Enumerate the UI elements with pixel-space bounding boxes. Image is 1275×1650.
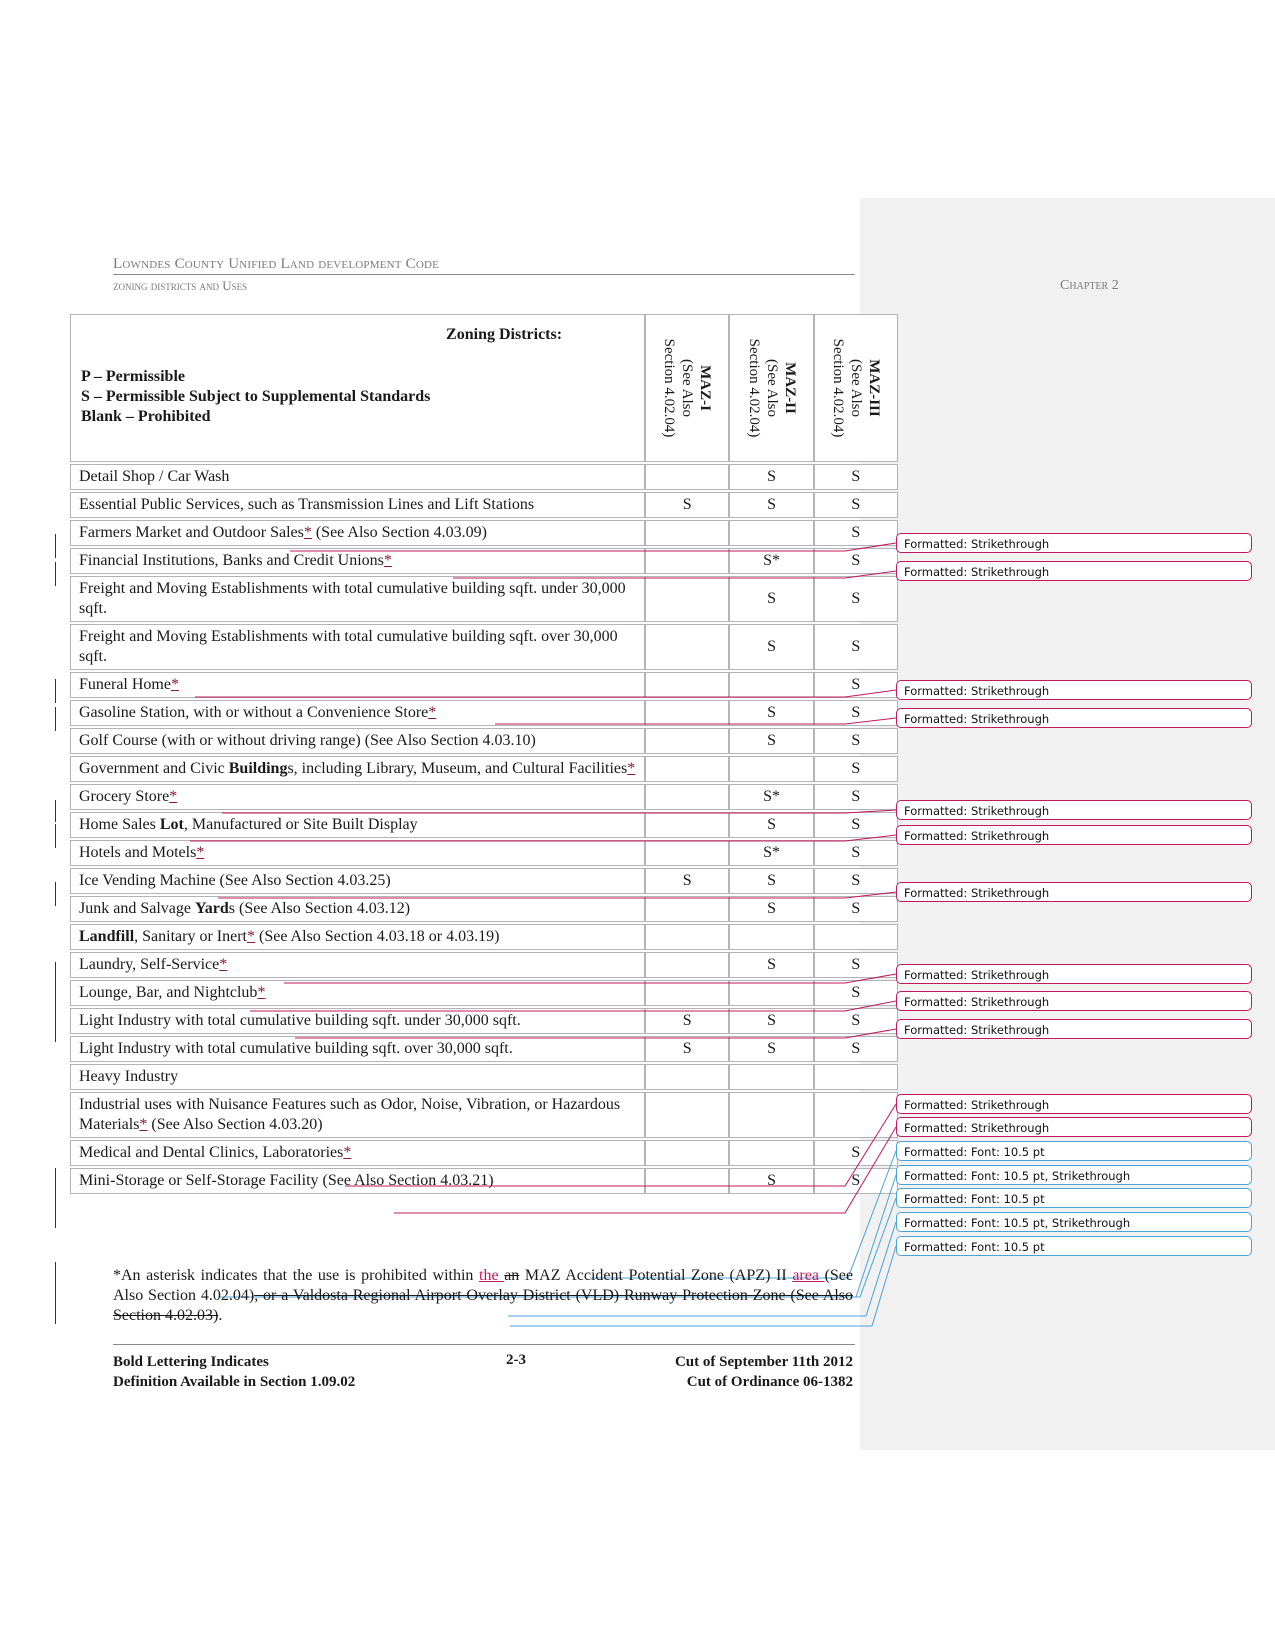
district-cell-c2 bbox=[729, 1064, 813, 1090]
use-text: , Manufactured or Site Built Display bbox=[183, 816, 418, 833]
district-cell-c3: S bbox=[814, 492, 898, 518]
use-text: Farmers Market and Outdoor Sales bbox=[79, 524, 304, 541]
district-cell-c2 bbox=[729, 520, 813, 546]
table-row bbox=[70, 784, 898, 810]
use-cell bbox=[70, 700, 645, 726]
format-balloon[interactable]: Formatted: Font: 10.5 pt bbox=[896, 1141, 1252, 1161]
format-balloon[interactable]: Formatted: Strikethrough bbox=[896, 882, 1252, 902]
table-row bbox=[70, 464, 898, 490]
district-cell-c1 bbox=[645, 1168, 729, 1194]
district-cell-c3: S bbox=[814, 868, 898, 894]
district-cell-c3: S bbox=[814, 1008, 898, 1034]
district-cell-c3 bbox=[814, 924, 898, 950]
table-row bbox=[70, 728, 898, 754]
table-row bbox=[70, 520, 898, 546]
change-bar bbox=[55, 679, 56, 703]
use-text: Medical and Dental Clinics, Laboratories bbox=[79, 1144, 344, 1161]
footer-left: Bold Lettering Indicates Definition Available in Section 1.09.02 bbox=[113, 1354, 356, 1390]
use-text: Lot bbox=[159, 816, 184, 833]
table-row bbox=[70, 700, 898, 726]
district-cell-c3: S bbox=[814, 624, 898, 670]
use-text: Essential Public Services, such as Transmission Lines and Lift Stations bbox=[79, 496, 535, 513]
district-cell-c3: S bbox=[814, 728, 898, 754]
use-text: Heavy Industry bbox=[79, 1068, 179, 1085]
legend-blank: Blank – Prohibited bbox=[81, 408, 211, 425]
change-bar bbox=[55, 1262, 56, 1324]
change-bar bbox=[55, 562, 56, 586]
district-cell-c1 bbox=[645, 624, 729, 670]
district-cell-c2: S bbox=[729, 868, 813, 894]
format-balloon[interactable]: Formatted: Strikethrough bbox=[896, 561, 1252, 581]
use-text: Home Sales bbox=[79, 816, 160, 833]
district-cell-c1 bbox=[645, 924, 729, 950]
header-subtitle: zoning districts and Uses bbox=[113, 278, 248, 293]
use-text: Golf Course (with or without driving range) (See Also Section 4.03.10) bbox=[79, 732, 536, 749]
district-cell-c2: S bbox=[729, 1008, 813, 1034]
district-cell-c3 bbox=[814, 1092, 898, 1138]
table-row bbox=[70, 756, 898, 782]
use-text: Gasoline Station, with or without a Convenience Store bbox=[79, 704, 429, 721]
district-cell-c2 bbox=[729, 1140, 813, 1166]
markup-pane bbox=[860, 198, 1275, 1450]
use-cell bbox=[70, 1008, 645, 1034]
format-balloon[interactable]: Formatted: Strikethrough bbox=[896, 825, 1252, 845]
district-cell-c3: S bbox=[814, 1140, 898, 1166]
district-cell-c3: S bbox=[814, 1168, 898, 1194]
table-row bbox=[70, 952, 898, 978]
asterisk-mark: * bbox=[169, 788, 178, 805]
use-cell bbox=[70, 756, 645, 782]
table-row bbox=[70, 492, 898, 518]
use-cell bbox=[70, 1036, 645, 1062]
asterisk-mark: * bbox=[383, 552, 392, 569]
use-text: s, including Library, Museum, and Cultural Facilities bbox=[287, 760, 628, 777]
format-balloon[interactable]: Formatted: Strikethrough bbox=[896, 800, 1252, 820]
district-cell-c2: S* bbox=[729, 840, 813, 866]
use-text: Financial Institutions, Banks and Credit Unions bbox=[79, 552, 384, 569]
district-cell-c1: S bbox=[645, 1036, 729, 1062]
district-cell-c3: S bbox=[814, 576, 898, 622]
use-cell bbox=[70, 672, 645, 698]
district-cell-c3: S bbox=[814, 812, 898, 838]
district-cell-c1 bbox=[645, 980, 729, 1006]
district-cell-c1 bbox=[645, 464, 729, 490]
asterisk-mark: * bbox=[219, 956, 228, 973]
district-cell-c2: S* bbox=[729, 784, 813, 810]
use-text: (See Also Section 4.03.18 or 4.03.19) bbox=[255, 928, 500, 945]
district-cell-c3: S bbox=[814, 520, 898, 546]
use-cell bbox=[70, 576, 645, 622]
use-text: Freight and Moving Establishments with total cumulative building sqft. over 30,000 sqft. bbox=[79, 628, 618, 665]
table-row bbox=[70, 812, 898, 838]
use-cell bbox=[70, 896, 645, 922]
district-cell-c2: S bbox=[729, 1036, 813, 1062]
table-row bbox=[70, 840, 898, 866]
table-row bbox=[70, 624, 898, 670]
district-cell-c2 bbox=[729, 756, 813, 782]
asterisk-mark: * bbox=[257, 984, 266, 1001]
format-balloon[interactable]: Formatted: Strikethrough bbox=[896, 964, 1252, 984]
district-cell-c1 bbox=[645, 896, 729, 922]
asterisk-mark: * bbox=[247, 928, 255, 945]
district-cell-c2: S bbox=[729, 624, 813, 670]
district-cell-c2: S bbox=[729, 728, 813, 754]
format-balloon[interactable]: Formatted: Font: 10.5 pt, Strikethrough bbox=[896, 1212, 1252, 1232]
district-cell-c2 bbox=[729, 924, 813, 950]
use-text: Light Industry with total cumulative building sqft. under 30,000 sqft. bbox=[79, 1012, 521, 1029]
district-cell-c3: S bbox=[814, 784, 898, 810]
asterisk-mark: * bbox=[627, 760, 636, 777]
use-text: Funeral Home bbox=[79, 676, 171, 693]
use-cell bbox=[70, 952, 645, 978]
format-balloon[interactable]: Formatted: Strikethrough bbox=[896, 1094, 1252, 1114]
use-cell bbox=[70, 548, 645, 574]
table-row bbox=[70, 548, 898, 574]
district-cell-c2: S bbox=[729, 896, 813, 922]
asterisk-mark: * bbox=[170, 676, 179, 693]
format-balloon[interactable]: Formatted: Strikethrough bbox=[896, 708, 1252, 728]
change-bar bbox=[55, 882, 56, 906]
district-cell-c3: S bbox=[814, 756, 898, 782]
table-row bbox=[70, 1168, 898, 1194]
use-text: Laundry, Self-Service bbox=[79, 956, 220, 973]
use-text: Junk and Salvage bbox=[79, 900, 195, 917]
asterisk-mark: * bbox=[343, 1144, 352, 1161]
use-text: Hotels and Motels bbox=[79, 844, 197, 861]
use-cell bbox=[70, 1092, 645, 1138]
column-header-maz-2: MAZ-II (See Also Section 4.02.04) bbox=[729, 314, 813, 462]
district-cell-c2: S bbox=[729, 492, 813, 518]
header-rule bbox=[113, 274, 855, 275]
footer-page-number: 2-3 bbox=[506, 1352, 526, 1368]
table-row bbox=[70, 1064, 898, 1090]
use-cell bbox=[70, 1168, 645, 1194]
format-balloon[interactable]: Formatted: Strikethrough bbox=[896, 1117, 1252, 1137]
table-row bbox=[70, 980, 898, 1006]
district-cell-c2: S bbox=[729, 1168, 813, 1194]
asterisk-mark: * bbox=[303, 524, 312, 541]
district-cell-c2 bbox=[729, 980, 813, 1006]
table-row bbox=[70, 1008, 898, 1034]
table-row bbox=[70, 672, 898, 698]
district-cell-c3: S bbox=[814, 672, 898, 698]
district-cell-c1 bbox=[645, 784, 729, 810]
legend-title: Zoning Districts: bbox=[446, 326, 563, 343]
use-text: Grocery Store bbox=[79, 788, 170, 805]
change-bar bbox=[55, 707, 56, 731]
district-cell-c2: S bbox=[729, 812, 813, 838]
district-cell-c3: S bbox=[814, 548, 898, 574]
use-text: s (See Also Section 4.03.12) bbox=[228, 900, 411, 917]
table-row bbox=[70, 576, 898, 622]
district-cell-c2 bbox=[729, 672, 813, 698]
use-cell bbox=[70, 840, 645, 866]
format-balloon[interactable]: Formatted: Font: 10.5 pt, Strikethrough bbox=[896, 1165, 1252, 1185]
district-cell-c1 bbox=[645, 700, 729, 726]
use-cell bbox=[70, 924, 645, 950]
district-cell-c3: S bbox=[814, 464, 898, 490]
change-bar bbox=[55, 800, 56, 822]
use-cell bbox=[70, 1064, 645, 1090]
district-cell-c1 bbox=[645, 520, 729, 546]
format-balloon[interactable]: Formatted: Strikethrough bbox=[896, 1019, 1252, 1039]
table-row bbox=[70, 1036, 898, 1062]
footer-rule bbox=[113, 1344, 855, 1345]
use-text: Industrial uses with Nuisance Features such as Odor, Noise, Vibration, or Hazardous Materials bbox=[79, 1096, 621, 1133]
use-cell bbox=[70, 492, 645, 518]
use-cell bbox=[70, 980, 645, 1006]
district-cell-c3: S bbox=[814, 840, 898, 866]
district-cell-c1 bbox=[645, 728, 729, 754]
use-text: Detail Shop / Car Wash bbox=[79, 468, 230, 485]
use-text: Lounge, Bar, and Nightclub bbox=[79, 984, 258, 1001]
district-cell-c1 bbox=[645, 548, 729, 574]
use-cell bbox=[70, 520, 645, 546]
district-cell-c1 bbox=[645, 576, 729, 622]
asterisk-note: *An asterisk indicates that the use is prohibited within the an MAZ Accident Potential Zone (APZ) II area (See Also Section 4.02.04), or a Valdosta Regional Airport Overlay District (VLD) Runway Protection Zone (See Also Section 4.02.03). bbox=[113, 1267, 853, 1324]
use-cell bbox=[70, 728, 645, 754]
district-cell-c3: S bbox=[814, 980, 898, 1006]
format-balloon[interactable]: Formatted: Strikethrough bbox=[896, 991, 1252, 1011]
table-row bbox=[70, 1140, 898, 1166]
zoning-table bbox=[70, 314, 898, 1194]
district-cell-c1 bbox=[645, 1092, 729, 1138]
use-cell bbox=[70, 464, 645, 490]
format-balloon[interactable]: Formatted: Font: 10.5 pt bbox=[896, 1188, 1252, 1208]
district-cell-c1 bbox=[645, 1140, 729, 1166]
header-chapter: Chapter 2 bbox=[1060, 278, 1119, 293]
district-cell-c3: S bbox=[814, 896, 898, 922]
use-text: Landfill bbox=[79, 928, 135, 945]
change-bar bbox=[55, 962, 56, 1042]
district-cell-c2: S bbox=[729, 464, 813, 490]
district-cell-c1 bbox=[645, 1064, 729, 1090]
footer-right: Cut of September 11th 2012 Cut of Ordinance 06-1382 bbox=[674, 1354, 853, 1390]
district-cell-c1: S bbox=[645, 1008, 729, 1034]
district-cell-c2: S bbox=[729, 576, 813, 622]
format-balloon[interactable]: Formatted: Strikethrough bbox=[896, 533, 1252, 553]
use-text: Yard bbox=[194, 900, 229, 917]
change-bar bbox=[55, 534, 56, 558]
use-text: Mini-Storage or Self-Storage Facility (See Also Section 4.03.21) bbox=[79, 1172, 494, 1189]
asterisk-mark: * bbox=[428, 704, 437, 721]
use-text: Freight and Moving Establishments with total cumulative building sqft. under 30,000 sqft. bbox=[79, 580, 626, 617]
use-text: (See Also Section 4.03.20) bbox=[147, 1116, 323, 1133]
change-bar bbox=[55, 824, 56, 848]
use-cell bbox=[70, 812, 645, 838]
district-cell-c2: S bbox=[729, 700, 813, 726]
asterisk-mark: * bbox=[139, 1116, 148, 1133]
table-row bbox=[70, 1092, 898, 1138]
column-header-maz-3: MAZ-III (See Also Section 4.02.04) bbox=[814, 314, 898, 462]
format-balloon[interactable]: Formatted: Strikethrough bbox=[896, 680, 1252, 700]
district-cell-c1: S bbox=[645, 492, 729, 518]
use-cell bbox=[70, 868, 645, 894]
use-text: Light Industry with total cumulative building sqft. over 30,000 sqft. bbox=[79, 1040, 513, 1057]
table-row bbox=[70, 868, 898, 894]
district-cell-c1: S bbox=[645, 868, 729, 894]
district-cell-c3: S bbox=[814, 700, 898, 726]
district-cell-c2 bbox=[729, 1092, 813, 1138]
table-row bbox=[70, 896, 898, 922]
district-cell-c1 bbox=[645, 812, 729, 838]
district-cell-c1 bbox=[645, 672, 729, 698]
use-cell bbox=[70, 1140, 645, 1166]
district-cell-c2: S* bbox=[729, 548, 813, 574]
district-cell-c3: S bbox=[814, 952, 898, 978]
district-cell-c2: S bbox=[729, 952, 813, 978]
format-balloon[interactable]: Formatted: Font: 10.5 pt bbox=[896, 1236, 1252, 1256]
district-cell-c3 bbox=[814, 1064, 898, 1090]
district-cell-c1 bbox=[645, 840, 729, 866]
legend-s: S – Permissible Subject to Supplemental Standards bbox=[81, 388, 431, 405]
use-text: (See Also Section 4.03.09) bbox=[311, 524, 487, 541]
legend-cell bbox=[70, 314, 645, 462]
use-text: Building bbox=[228, 760, 288, 777]
table-row bbox=[70, 924, 898, 950]
district-cell-c1 bbox=[645, 952, 729, 978]
district-cell-c3: S bbox=[814, 1036, 898, 1062]
table-header-row bbox=[70, 314, 898, 462]
use-cell bbox=[70, 624, 645, 670]
district-cell-c1 bbox=[645, 756, 729, 782]
asterisk-mark: * bbox=[196, 844, 205, 861]
use-text: Government and Civic bbox=[79, 760, 229, 777]
use-text: , Sanitary or Inert bbox=[134, 928, 247, 945]
column-header-maz-1: MAZ-I (See Also Section 4.02.04) bbox=[645, 314, 729, 462]
header-title: Lowndes County Unified Land development Code bbox=[113, 256, 440, 272]
use-text: Ice Vending Machine (See Also Section 4.03.25) bbox=[79, 872, 391, 889]
change-bar bbox=[55, 1168, 56, 1228]
use-cell bbox=[70, 784, 645, 810]
legend-p: P – Permissible bbox=[81, 368, 185, 385]
